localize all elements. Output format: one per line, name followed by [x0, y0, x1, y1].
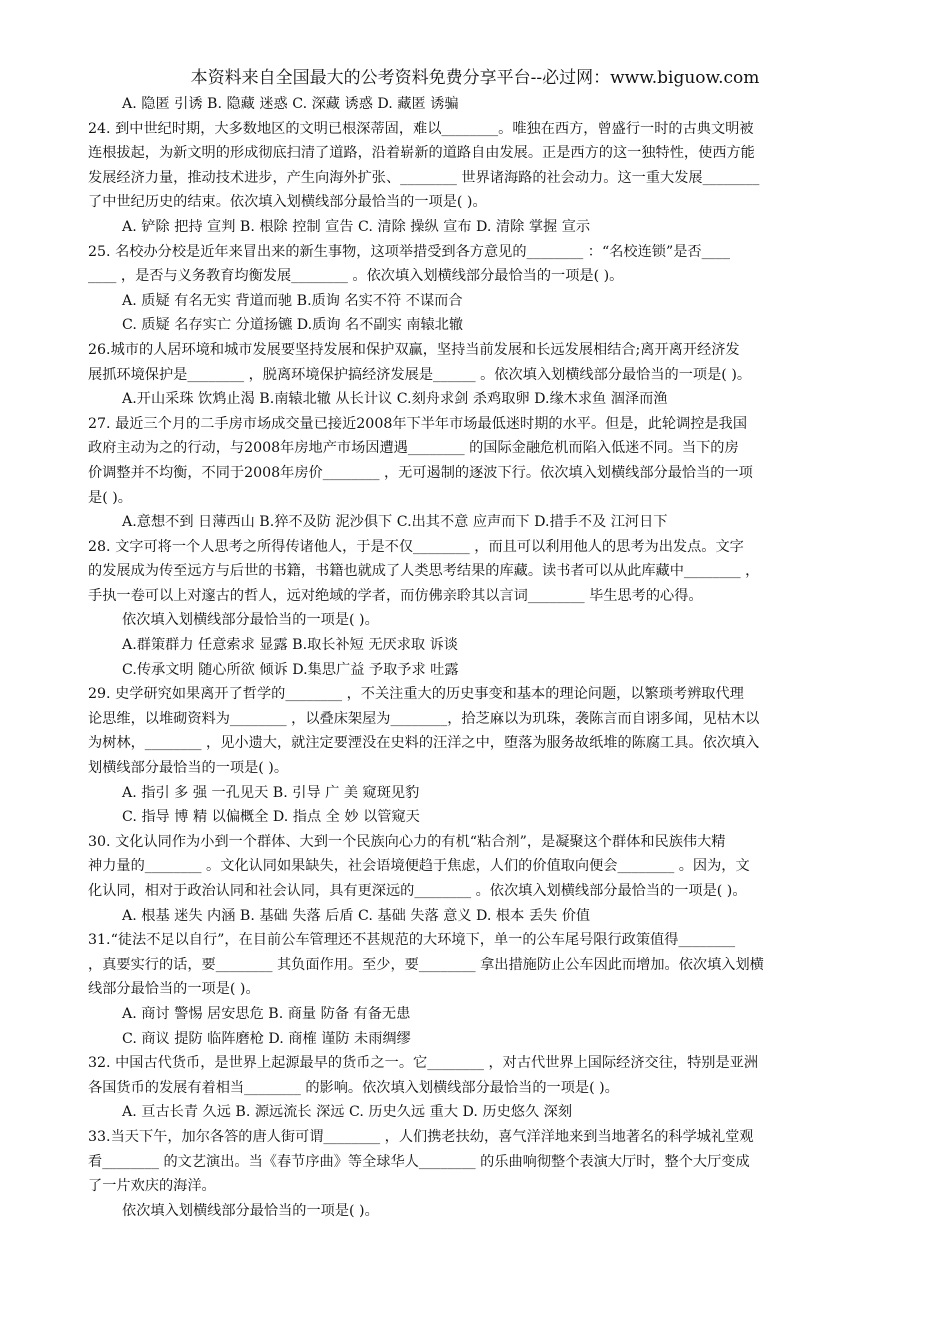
text-line: 划横线部分最恰当的一项是( )。 — [88, 760, 289, 777]
text-line: 看________ 的文艺演出。当《春节序曲》等全球华人________ 的乐曲响彻整个表演大厅时，整个大厅变成 — [88, 1153, 750, 1170]
question-body — [88, 92, 862, 1223]
text-line: C. 指导 博 精 以偏概全 D. 指点 全 妙 以管窥天 — [122, 809, 420, 826]
text-line: A. 隐匿 引诱 B. 隐藏 迷惑 C. 深藏 诱惑 D. 藏匿 诱骗 — [122, 96, 459, 112]
text-line: 依次填入划横线部分最恰当的一项是( )。 — [122, 1202, 379, 1219]
text-line: A. 商讨 警惕 居安思危 B. 商量 防备 有备无患 — [122, 1005, 411, 1022]
text-line: 发展经济力量，推动技术进步，产生向海外扩张、________ 世界诸海路的社会动力。这一重大发展________ — [88, 169, 760, 186]
text-line: A. 亘古长青 久远 B. 源远流长 深远 C. 历史久远 重大 D. 历史悠久 深刻 — [122, 1104, 573, 1121]
text-line: A.开山采珠 饮鸩止渴 B.南辕北辙 从长计议 C.刻舟求剑 杀鸡取卵 D.缘木求鱼 涸泽而渔 — [122, 391, 668, 408]
text-line: A. 指引 多 强 一孔见天 B. 引导 广 美 窥斑见豹 — [122, 784, 420, 801]
text-line: 28. 文字可将一个人思考之所得传诸他人，于是不仅________ ，而且可以利用他人的思考为出发点。文字 — [88, 538, 744, 555]
text-line: A. 根基 迷失 内涵 B. 基础 失落 后盾 C. 基础 失落 意义 D. 根本 丢失 价值 — [122, 907, 591, 924]
text-line: 30. 文化认同作为小到一个群体、大到一个民族向心力的有机“粘合剂”，是凝聚这个群体和民族伟大精 — [88, 833, 726, 850]
text-line: 33.当天下午，加尔各答的唐人街可谓________ ，人们携老扶幼，喜气洋洋地来到当地著名的科学城礼堂观 — [88, 1128, 754, 1145]
text-line: 依次填入划横线部分最恰当的一项是( )。 — [122, 612, 379, 629]
text-line: 神力量的________ 。文化认同如果缺失，社会语境便趋于焦虑，人们的价值取向便会________ 。因为，文 — [88, 858, 750, 875]
text-line: 各国货币的发展有着相当________ 的影响。依次填入划横线部分最恰当的一项是( )。 — [88, 1079, 619, 1096]
text-line: 31.“徒法不足以自行”，在目前公车管理还不甚规范的大环境下，单一的公车尾号限行政策值得________ — [88, 932, 736, 949]
text-line: 的发展成为传至远方与后世的书籍，书籍也就成了人类思考结果的库藏。读书者可以从此库藏中________ ， — [88, 563, 760, 580]
text-line: 了一片欢庆的海洋。 — [88, 1178, 216, 1195]
text-line: 25. 名校办分校是近年来冒出来的新生事物，这项举措受到各方意见的________ ：“名校连锁”是否____ — [88, 243, 730, 260]
text-line: ，真要实行的话，要________ 其负面作用。至少，要________ 拿出措施防止公车因此而增加。依次填入划横 — [88, 956, 764, 973]
text-line: 27. 最近三个月的二手房市场成交量已接近2008年下半年市场最低迷时期的水平。但是，此轮调控是我国 — [88, 415, 748, 432]
text-line: 价调整并不均衡，不同于2008年房价________ ，无可遏制的逐波下行。依次填入划横线部分最恰当的一项 — [88, 464, 753, 481]
text-line: 论思维，以堆砌资料为________ ，以叠床架屋为________，拾芝麻以为玑珠，袭陈言而自诩多闻，见枯木以 — [88, 710, 760, 727]
text-line: 为树林，________ ，见小遗大，就注定要湮没在史料的汪洋之中，堕落为服务故纸堆的陈腐工具。依次填入 — [88, 735, 760, 752]
text-line: C. 质疑 名存实亡 分道扬镳 D.质询 名不副实 南辕北辙 — [122, 317, 464, 334]
page-header: 本资料来自全国最大的公考资料免费分享平台--必过网：www.biguow.com — [190, 68, 760, 88]
text-line: 26.城市的人居环境和城市发展要坚持发展和保护双赢，坚持当前发展和长远发展相结合;离开离开经济发 — [88, 341, 740, 358]
text-line: 24. 到中世纪时期，大多数地区的文明已根深蒂固，难以________。唯独在西方，曾盛行一时的古典文明被 — [88, 120, 754, 137]
text-line: 了中世纪历史的结束。依次填入划横线部分最恰当的一项是( )。 — [88, 194, 487, 211]
text-line: ____ ，是否与义务教育均衡发展________ 。依次填入划横线部分最恰当的一项是( )。 — [88, 268, 624, 285]
text-line: A. 质疑 有名无实 背道而驰 B.质询 名实不符 不谋而合 — [122, 292, 463, 309]
text-line: 连根拔起，为新文明的形成彻底扫清了道路，沿着崭新的道路自由发展。正是西方的这一独特性，使西方能 — [88, 145, 755, 162]
text-line: 线部分最恰当的一项是( )。 — [88, 981, 260, 998]
text-line: C.传承文明 随心所欲 倾诉 D.集思广益 予取予求 吐露 — [122, 661, 459, 678]
text-line: 政府主动为之的行动，与2008年房地产市场因遭遇________ 的国际金融危机而陷入低迷不同。当下的房 — [88, 440, 739, 457]
text-line: 手执一卷可以上对邃古的哲人，远对绝域的学者，而仿佛亲聆其以言词________ 毕生思考的心得。 — [88, 587, 703, 604]
text-line: A.意想不到 日薄西山 B.猝不及防 泥沙俱下 C.出其不意 应声而下 D.措手不及 江河日下 — [122, 514, 668, 531]
text-line: A. 铲除 把持 宣判 B. 根除 控制 宣告 C. 清除 操纵 宣布 D. 清除 掌握 宣示 — [122, 218, 591, 235]
text-line: 29. 史学研究如果离开了哲学的________ ，不关注重大的历史事变和基本的理论问题，以繁琐考辨取代理 — [88, 686, 744, 703]
text-line: 展抓环境保护是________ ，脱离环境保护搞经济发展是______ 。依次填入划横线部分最恰当的一项是( )。 — [88, 366, 752, 383]
text-line: 是( )。 — [88, 489, 132, 506]
text-line: A.群策群力 任意索求 显露 B.取长补短 无厌求取 诉谈 — [122, 637, 458, 654]
text-line: 化认同，相对于政治认同和社会认同，具有更深远的________ 。依次填入划横线部分最恰当的一项是( )。 — [88, 883, 747, 899]
text-line: 32. 中国古代货币，是世界上起源最早的货币之一。它________ ，对古代世界上国际经济交往，特别是亚洲 — [88, 1055, 759, 1072]
text-line: C. 商议 提防 临阵磨枪 D. 商榷 谨防 未雨绸缪 — [122, 1030, 411, 1047]
